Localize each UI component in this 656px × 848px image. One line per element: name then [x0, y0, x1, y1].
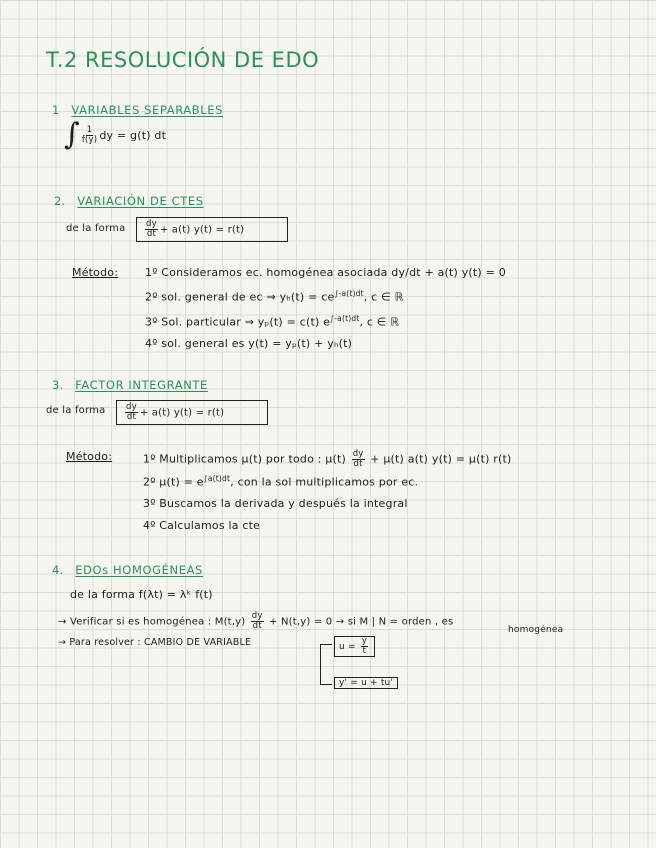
section-title: VARIACIÓN DE CTES — [77, 194, 204, 208]
derivative-box: y' = u + tu' — [334, 677, 398, 689]
section-number: 3. — [52, 378, 64, 392]
step-1: 1º Consideramos ec. homogénea asociada dy/dt + a(t) y(t) = 0 — [145, 266, 506, 279]
step-2: 2º $\mu(t) = e^{\int a(t)dt}$, con la sol multiplicamos por ec. — [143, 474, 419, 489]
step-1: 1º Multiplicamos μ(t) por todo : μ(t) $\frac{dy}{dt}$ + μ(t) a(t) y(t) = μ(t) r(t) — [143, 449, 512, 469]
section-4-heading — [52, 563, 203, 577]
fraction: $\frac{1}{f(y)}$ — [81, 124, 98, 145]
section-number: 1 — [52, 103, 60, 117]
section-3-heading — [52, 378, 208, 392]
homogeneous-note: homogénea — [508, 625, 564, 635]
section-1-heading — [52, 103, 223, 117]
form-equation-box: $\frac{dy}{dt}$ + a(t) y(t) = r(t) — [116, 400, 268, 425]
step-4: 4º sol. general es y(t) = yₚ(t) + yₕ(t) — [145, 337, 353, 350]
step-4: 4º Calculamos la cte — [143, 519, 261, 532]
section-title: EDOs HOMOGÉNEAS — [75, 563, 203, 577]
form-label: de la forma — [66, 223, 126, 234]
integral-sign: ∫ — [64, 117, 80, 152]
method-label: Método: — [66, 450, 113, 463]
homogeneous-form: de la forma f(λt) = λᵏ f(t) — [70, 588, 213, 601]
arrow-line — [320, 684, 332, 685]
section-number: 4. — [52, 563, 64, 577]
arrow-line — [320, 644, 332, 645]
bracket-line — [320, 644, 321, 684]
section-title: FACTOR INTEGRANTE — [75, 378, 208, 392]
verify-line: → Verificar si es homogénea : M(t,y) $\frac{dy}{dt}$ + N(t,y) = 0 → si M | N = orden , es — [58, 611, 454, 631]
section-2-heading — [54, 194, 204, 208]
method-label: Método: — [72, 266, 119, 279]
solve-line: → Para resolver : CAMBIO DE VARIABLE — [58, 637, 252, 648]
step-3: 3º Buscamos la derivada y después la integral — [143, 497, 408, 510]
form-equation-box: $\frac{dy}{dt}$ + a(t) y(t) = r(t) — [136, 217, 288, 242]
page-title: T.2 RESOLUCIÓN DE EDO — [46, 48, 320, 72]
section-title: VARIABLES SEPARABLES — [71, 103, 224, 117]
step-2: 2º sol. general de ec ⇒ $y_h(t) = ce^{\int-a(t)dt}$, c ∈ ℝ — [145, 289, 404, 304]
step-3: 3º Sol. particular ⇒ yₚ(t) = c(t) $e^{\int-a(t)dt}$, c ∈ ℝ — [145, 314, 400, 329]
separable-formula: ∫ $\frac{1}{f(y)}$ dy = g(t) dt — [64, 117, 167, 152]
form-label: de la forma — [46, 405, 106, 416]
section-number: 2. — [54, 194, 66, 208]
substitution-box: u = $\frac{y}{t}$ — [334, 636, 375, 657]
